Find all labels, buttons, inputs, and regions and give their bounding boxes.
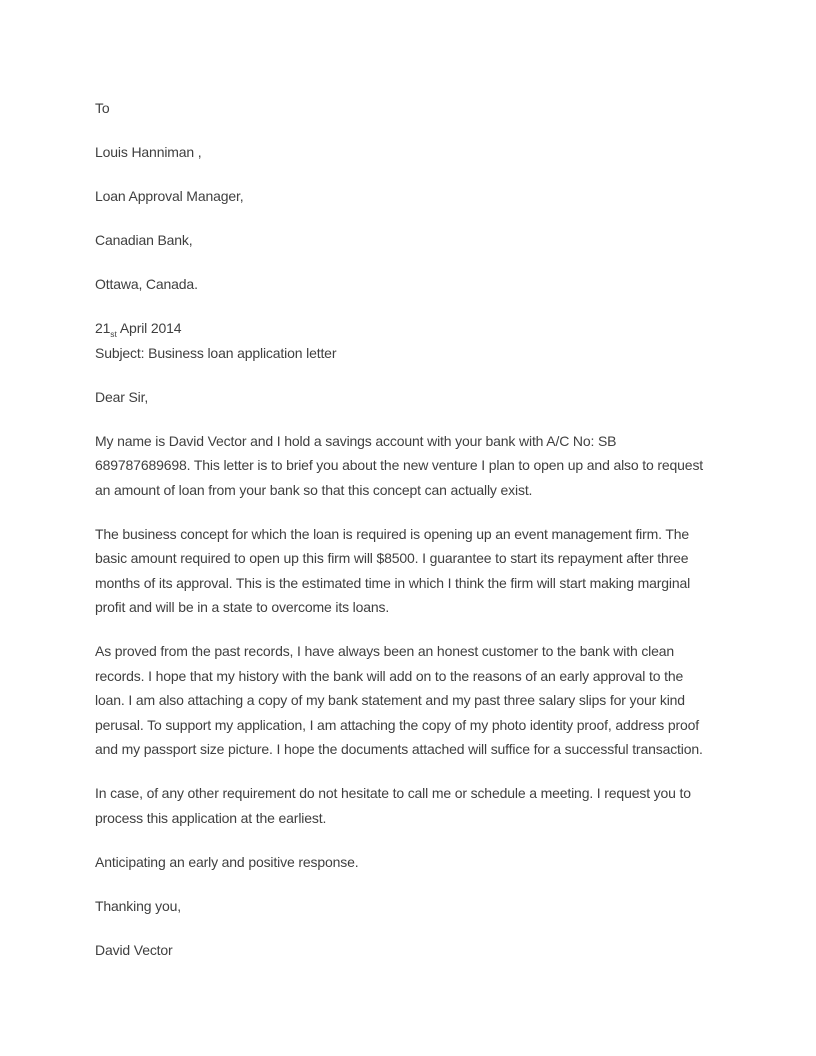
date-ordinal: st	[110, 328, 117, 339]
date-line	[95, 320, 182, 339]
body-line: loan. I am also attaching a copy of my bank statement and my past three salary slips for your kind	[95, 692, 685, 708]
body-line: The business concept for which the loan is required is opening up an event management firm. The	[95, 525, 690, 542]
body-line: months of its approval. This is the estimated time in which I think the firm will start making marginal	[95, 574, 691, 591]
body-paragraph-4	[95, 781, 720, 830]
recipient-organization: Canadian Bank,	[95, 232, 193, 248]
signature: David Vector	[95, 941, 173, 958]
body-paragraph-2	[95, 522, 720, 620]
body-line: 689787689698. This letter is to brief you about the new venture I plan to open up and also to request	[95, 457, 704, 473]
body-line: process this application at the earliest.	[95, 809, 327, 826]
closing-thanks: Thanking you,	[95, 897, 181, 914]
body-line: As proved from the past records, I have always been an honest customer to the bank with clean	[95, 643, 675, 659]
recipient-title: Loan Approval Manager,	[95, 188, 244, 204]
body-line: and my passport size picture. I hope the documents attached will suffice for a successful transaction.	[95, 741, 703, 757]
body-line: basic amount required to open up this firm will $8500. I guarantee to start its repayment after three	[95, 550, 689, 566]
date-rest: April 2014	[116, 320, 182, 336]
salutation: Dear Sir,	[95, 388, 149, 405]
subject-line: Subject: Business loan application letter	[95, 344, 337, 361]
body-paragraph-1	[95, 429, 720, 503]
body-line: My name is David Vector and I hold a savings account with your bank with A/C No: SB	[95, 432, 617, 449]
date-day: 21	[95, 320, 111, 336]
body-line: In case, of any other requirement do not hesitate to call me or schedule a meeting. I request you to	[95, 785, 691, 801]
recipient-intro: To	[95, 100, 110, 116]
date-subject-block	[95, 316, 720, 365]
body-paragraph-3	[95, 639, 720, 762]
recipient-city: Ottawa, Canada.	[95, 276, 198, 292]
body-line: an amount of loan from your bank so that this concept can actually exist.	[95, 481, 533, 498]
recipient-name: Louis Hanniman ,	[95, 144, 202, 160]
body-line: profit and will be in a state to overcome its loans.	[95, 599, 390, 615]
pre-closing: Anticipating an early and positive response.	[95, 853, 359, 870]
body-line: perusal. To support my application, I am attaching the copy of my photo identity proof, address proof	[95, 716, 700, 733]
body-line: records. I hope that my history with the bank will add on to the reasons of an early approval to the	[95, 667, 684, 684]
